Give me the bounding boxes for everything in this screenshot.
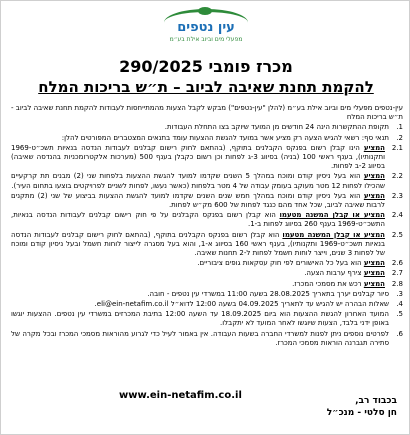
- tail-list: [11, 290, 403, 348]
- notice-body: [11, 104, 403, 349]
- signature: חן סלטי - מנכ״ל: [326, 408, 397, 418]
- greeting: בכבוד רב,: [355, 396, 397, 406]
- leaf-icon: [198, 7, 212, 15]
- logo: [1, 7, 410, 51]
- items-list: [11, 123, 403, 142]
- tender-title: מכרז פומבי 290/2025: [119, 57, 293, 76]
- subintro: רשאי להגיש הצעה רק מציע אשר במועד להגשת ההצעות עומד בתנאים המצטברים המפורטים להלן:: [61, 133, 360, 142]
- list-item: 2.2 המציע הוא בעל ניסיון קודם ומוכח במהלך 5 השנים שקדמו למועד להגשת ההצעות בלפחות שני (2) מבנים תת קרקעיים שהכילו לפחות 12 מטר מעוקב בעומק עבודה של 4 מטר בלפחות (כאשר נעשו, לפחות לשניים לפרויקטים בוצעו בתחום העיר).: [11, 172, 403, 190]
- list-item: 3. סיור קבלנים יערך בתאריך 28.08.2025 בשעה 11:00 במשרדי עין נטפים - חובה.: [147, 289, 403, 298]
- list-item: 4. שאלות הבהרה יש להגיש עד לתאריך 04.09.2025 בשעה 12:00 לדוא״ל eli@ein-netafim.co.il.: [94, 300, 403, 309]
- list-item: 2.4 המציע או קבלן המשנה מטעמו הוא קבלן רשום בפנקס הקבלנים על פי חוק רישום קבלנים לעבודות הנדסה בנאיות, התשכ״ט-1969 בענף 260 בסיווג לפחות ב-1.: [11, 211, 403, 229]
- list-item: 2.6 המציע הוא בעל כל האישורים לפי חוק עסקאות גופים ציבוריים.: [197, 259, 403, 268]
- list-item: 2.7 המציע צירף ערבות הצעה.: [304, 269, 403, 278]
- main-title: להקמת תחנת שאיבה לביוב – ת״ש בריכות המלח: [38, 78, 374, 96]
- threshold-list: [11, 144, 403, 289]
- list-item: 2. תנאי סף: רשאי להגיש הצעה רק מציע אשר במועד להגשת ההצעות עומד בתנאים המצטברים המפורטים להלן:: [61, 133, 403, 142]
- logo-tagline: מפעלי מים וביוב אילת בע״מ: [169, 36, 243, 43]
- list-item: 2.8 המציע רכש את מסמכי המכרז.: [292, 279, 403, 288]
- list-item: 1. תקופת ההתקשרות הינה 24 חודשים מן המועד שיוקב בצו התחלת העבודות.: [164, 123, 403, 132]
- logo-name: עין נטפים: [177, 20, 235, 35]
- list-item: 2.5 המציע או קבלן המשנה מטעמו הוא קבלן רשום בפנקס הקבלנים בתוקף, (בהתאם לחוק רישום קבלנים לעבודות הנדסה בנאיות תשכ״ט-1969 ותקנותיו), בענף ראשי 160 בסיווג א-1, והוא בעל מסגרה לייצור לוחות חשמל ובעל ניסיון קודם ומוכח של לפחות 3 שנים, וייצר לוחות חשמל לפחות ל-2 תחנות שאיבה.: [11, 230, 403, 258]
- website-link[interactable]: www.ein-netafim.co.il: [119, 390, 242, 401]
- closing-signature: [237, 395, 397, 419]
- list-item: 6. לפרטים נוספים ניתן לפנות למשרדי החברה בשעות העבודה. אין באמור לעיל כדי לגרוע מהוראות מסמכי המכרז ובכל מקרה של סתירה תגברנה הוראות מסמכי המכרז.: [11, 329, 403, 347]
- intro-paragraph: עין-נטפים מפעלי מים וביוב אילת בע״מ (להלן "עין-נטפים") מבקש לקבל הצעות מהמתייחסות לעבודות להקמת תחנת שאיבה לביוב - ת״ש בריכות המלח: [11, 104, 403, 122]
- list-item: 5. המועד האחרון להגשת ההצעות הוא ביום 18.09.2025 עד השעה 12:00 בתיבת המכרזים במשרדי עין נטפים. ההצעות יוגשו באופן ידני בלבד, הצעות שיוגשו לאחר המועד לא יתקבלו.: [11, 310, 403, 328]
- list-item: 2.3 המציע הוא בעל ניסיון קודם ומוכח במהלך חמש שנים השנים שקדמו למועד להגשת ההצעות בביצוע של שני (2) מתקנים לרבות שאיבה לביוב, שכל אחד מהם כנגד לפחות של 600 מק״ש לפחות.: [11, 191, 403, 210]
- list-item: 2.1 המציע הינו קבלן רשום בפנקס הקבלנים בתוקף, (בהתאם לחוק רישום קבלנים לעבודות הנדסה בנאיות תשכ״ט-1969 ותקנותיו), בענף ראשי 100 (בניה) בסיווג 3-ג לפחות וכן רשום כקבלן בענף 500 (מערכות אלקטרומכניות בהנדסה שאיבה) בסיווג 2-ב לפחות.: [11, 143, 403, 171]
